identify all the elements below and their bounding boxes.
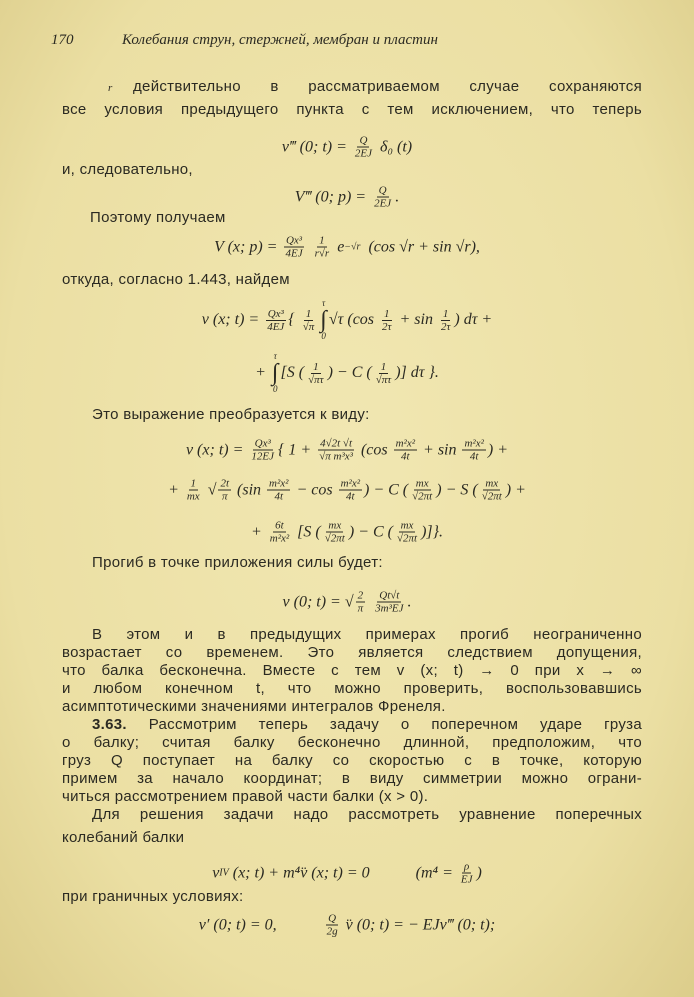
margin-mark: r	[108, 82, 113, 94]
math-text: √τ (cos	[328, 311, 379, 328]
integral-sign-icon: ∫	[320, 307, 327, 333]
fraction	[283, 235, 304, 260]
upper-limit: τ	[273, 351, 277, 361]
numerator: m²x²	[269, 477, 289, 490]
paragraph-line: асимптотическими значениями интегралов Френеля.	[62, 698, 446, 715]
math-text: (x; t) + m⁴v̈ (x; t) = 0	[228, 864, 370, 881]
fraction	[462, 438, 485, 463]
denominator: 4EJ	[285, 247, 303, 260]
numerator: mx	[415, 477, 429, 490]
math-text: +	[168, 481, 183, 498]
fraction	[301, 308, 317, 333]
numerator: 2t	[220, 477, 230, 490]
paragraph-line: и, следовательно,	[62, 161, 193, 178]
numerator: Qx³	[285, 234, 303, 247]
numerator: Qx³	[254, 437, 271, 450]
fraction	[459, 861, 475, 886]
fraction	[374, 361, 394, 386]
math-text	[307, 238, 311, 256]
math-text: )] dτ }.	[395, 364, 439, 381]
denominator: EJ	[460, 873, 473, 886]
integral-sign-icon: ∫	[271, 360, 279, 386]
math-text: (cos √r + sin √r),	[360, 238, 480, 255]
numerator: 1	[190, 477, 197, 490]
lower-limit: 0	[272, 384, 278, 394]
numerator: m²x²	[340, 477, 360, 490]
denominator: 2τ	[382, 320, 392, 333]
page-number: 170	[51, 32, 74, 48]
fraction	[356, 590, 366, 615]
lower-limit: 0	[321, 331, 326, 341]
fraction	[339, 478, 362, 503]
fraction	[380, 308, 393, 333]
equation	[0, 235, 694, 260]
paragraph-line: Это выражение преобразуется к виду:	[92, 406, 370, 423]
fraction	[267, 478, 290, 503]
denominator: 2EJ	[354, 147, 373, 160]
fraction	[185, 478, 202, 503]
fraction	[306, 361, 326, 386]
denominator: 4t	[469, 450, 479, 463]
math-text	[367, 593, 371, 611]
denominator: √πτ	[308, 373, 324, 386]
math-text: ) − C (	[364, 481, 409, 498]
denominator: π	[221, 490, 228, 503]
math-text: [S (	[293, 523, 321, 540]
numerator: Q	[378, 184, 387, 197]
fraction	[313, 235, 332, 260]
math-text: {	[288, 311, 299, 328]
denominator: √2πt	[412, 490, 433, 503]
math-text: v (x; t) =	[185, 441, 248, 458]
math-text: e	[333, 238, 345, 255]
math-text: (sin	[233, 481, 266, 498]
math-text: δ₀ (t)	[376, 138, 413, 155]
fraction	[265, 308, 286, 333]
fraction	[410, 478, 434, 503]
denominator: √π	[302, 320, 315, 333]
denominator: r√r	[314, 247, 330, 260]
math-text: + sin	[419, 441, 461, 458]
superscript: IV	[219, 867, 229, 879]
section-text: Рассмотрим теперь задачу о поперечном ударе груза	[126, 716, 642, 733]
paragraph-line: о балку; считая балку бесконечно длинной, предположим, что	[62, 734, 642, 751]
math-text: ) +	[487, 441, 509, 458]
equation	[0, 478, 694, 503]
denominator: mx	[186, 490, 200, 503]
math-text: + sin	[395, 311, 437, 328]
math-text: [S (	[280, 364, 305, 381]
numerator: 1	[384, 307, 390, 320]
paragraph-line: что балка бесконечна. Вместе с тем v (x; t) → 0 при x → ∞	[62, 662, 642, 679]
denominator: √πτ	[375, 373, 392, 386]
equation	[0, 135, 694, 160]
paragraph-line: и любом конечном t, что можно проверить, воспользовавшись	[62, 680, 642, 697]
denominator: √2πt	[324, 532, 345, 545]
math-text: ) +	[505, 481, 526, 498]
denominator: √2πt	[396, 532, 418, 545]
paragraph-line: все условия предыдущего пункта с тем исключением, что теперь	[62, 101, 642, 118]
numerator: 4√2t √t	[320, 437, 353, 450]
denominator: 4t	[346, 490, 355, 503]
paragraph-line: при граничных условиях:	[62, 888, 244, 905]
numerator: mx	[485, 477, 499, 490]
denominator: 2τ	[440, 320, 451, 333]
running-title: Колебания струн, стержней, мембран и пластин	[122, 32, 438, 48]
math-text: √	[203, 481, 217, 498]
numerator: mx	[328, 519, 342, 532]
fraction	[480, 478, 504, 503]
equation	[0, 590, 694, 615]
math-text: ) − C (	[348, 523, 393, 540]
math-text: (m⁴ =	[415, 864, 457, 881]
numerator: 1	[319, 234, 325, 247]
numerator: mx	[400, 519, 414, 532]
math-text: v‴ (0; t) =	[281, 138, 351, 155]
math-text: v′ (0; t) = 0,	[198, 916, 277, 933]
paragraph-line: читься рассмотрением правой части балки (x > 0).	[62, 788, 429, 805]
equation	[0, 438, 694, 463]
math-text: .	[407, 593, 412, 610]
math-text: )]}.	[421, 523, 444, 540]
math-text: v	[212, 864, 220, 881]
paragraph-line: примем за начало координат; в виду симметрии можно ограни-	[62, 770, 642, 787]
fraction	[268, 520, 291, 545]
fraction	[323, 520, 347, 545]
paragraph-line: колебаний балки	[62, 829, 185, 846]
numerator: 1	[305, 307, 312, 320]
math-text: { 1 +	[278, 441, 316, 458]
upper-limit: τ	[321, 298, 326, 308]
math-text: .	[395, 188, 400, 205]
denominator: 2EJ	[374, 197, 392, 210]
math-text: )	[476, 864, 482, 881]
denominator: 4t	[274, 490, 284, 503]
superscript: −√r	[344, 241, 361, 253]
fraction	[373, 590, 405, 615]
math-text: +	[250, 523, 266, 540]
integral	[320, 299, 327, 341]
math-text: ) − S (	[436, 481, 478, 498]
paragraph-line	[92, 716, 642, 734]
paragraph-line: Поэтому получаем	[90, 209, 226, 226]
denominator: 2g	[326, 925, 338, 938]
fraction	[249, 438, 276, 463]
numerator: 1	[380, 360, 387, 373]
fraction	[372, 185, 393, 210]
math-text: ) dτ +	[454, 311, 493, 328]
math-text: V‴ (0; p) =	[294, 188, 371, 205]
denominator: 12EJ	[251, 450, 274, 463]
equation	[0, 520, 694, 545]
numerator: 6t	[275, 519, 284, 532]
denominator: 4t	[401, 450, 410, 463]
denominator: 4EJ	[267, 320, 285, 333]
fraction	[353, 135, 374, 160]
math-text: − cos	[292, 481, 337, 498]
equation	[0, 299, 694, 341]
math-text: v̈ (0; t) = − EJv‴ (0; t);	[341, 916, 496, 933]
math-text: ) − C (	[327, 364, 372, 381]
numerator: Q	[328, 912, 337, 925]
numerator: m²x²	[395, 437, 416, 450]
denominator: √2πt	[481, 490, 502, 503]
paragraph-line: В этом и в предыдущих примерах прогиб неограниченно	[92, 626, 642, 643]
equation	[0, 185, 694, 210]
paragraph-line: Для решения задачи надо рассмотреть уравнение поперечных	[92, 806, 642, 823]
numerator: Qt√t	[379, 589, 400, 602]
numerator: Qx³	[267, 307, 284, 320]
denominator: √π m³x³	[319, 450, 353, 463]
numerator: Q	[359, 134, 368, 147]
equation	[0, 352, 694, 394]
fraction	[395, 520, 419, 545]
section-number: 3.63.	[92, 716, 127, 733]
denominator: m²x²	[269, 532, 290, 545]
denominator: π	[357, 602, 364, 615]
numerator: ρ	[464, 860, 470, 873]
math-text: v (x; t) =	[201, 311, 264, 328]
equation	[0, 913, 694, 938]
numerator: 1	[313, 360, 319, 373]
paragraph-line: груз Q поступает на балку со скоростью c в точке, которую	[62, 752, 642, 769]
numerator: 1	[442, 307, 449, 320]
numerator: 2	[357, 589, 364, 602]
paragraph-line: действительно в рассматриваемом случае сохраняются	[133, 78, 642, 95]
fraction	[325, 913, 340, 938]
paragraph-line: откуда, согласно 1.443, найдем	[62, 271, 290, 288]
paragraph-line: Прогиб в точке приложения силы будет:	[92, 554, 383, 571]
fraction	[439, 308, 452, 333]
numerator: m²x²	[464, 437, 484, 450]
fraction	[218, 478, 231, 503]
paragraph-line: возрастает со временем. Это является следствием допущения,	[62, 644, 642, 661]
math-text: +	[255, 364, 270, 381]
math-text: v (0; t) = √	[282, 593, 354, 610]
denominator: 3m³EJ	[375, 602, 404, 615]
fraction	[317, 438, 355, 463]
fraction	[394, 438, 417, 463]
integral	[272, 352, 279, 394]
math-text: V (x; p) =	[214, 238, 282, 255]
math-text: (cos	[356, 441, 392, 458]
equation	[0, 861, 694, 886]
